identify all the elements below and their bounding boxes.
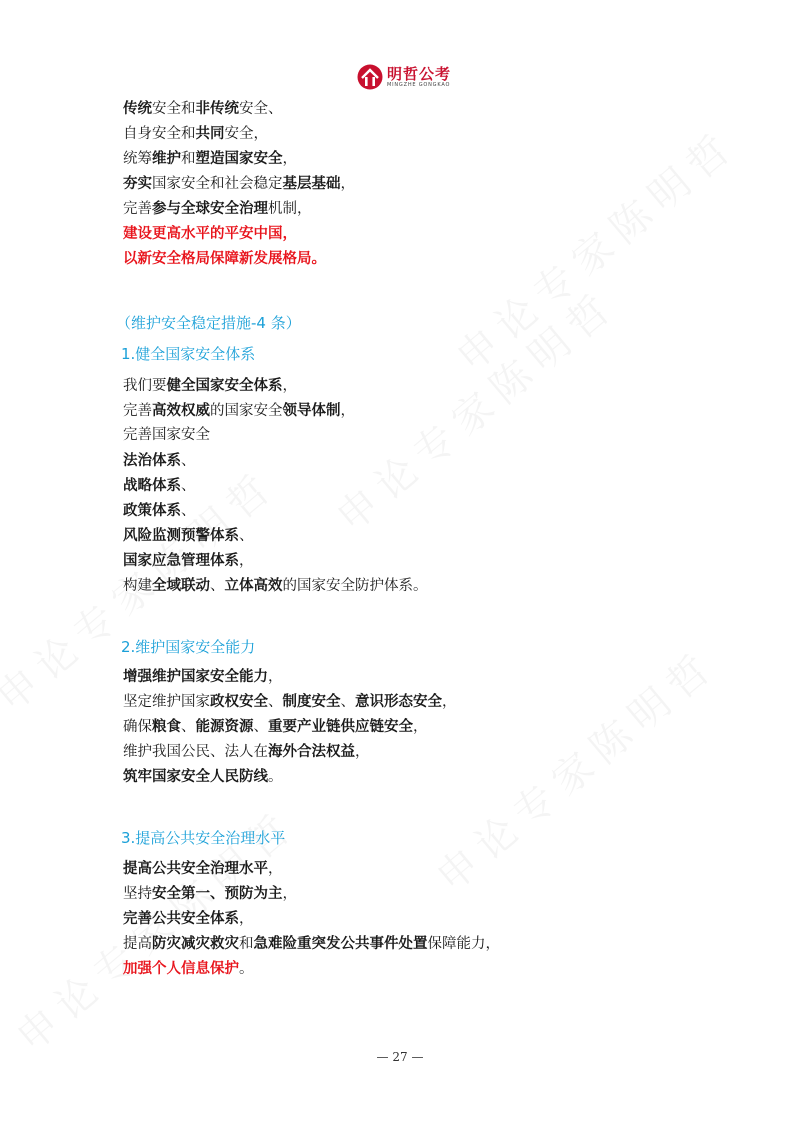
emphasis-bold-text: 全域联动 [152,577,210,594]
text-line [123,548,428,573]
text-segment: ， [442,694,457,710]
text-segment: 维护我国公民、法人在 [123,744,268,760]
text-line [123,881,500,906]
heading-1: 1.健全国家安全体系 [121,345,256,363]
text-line [123,196,355,221]
emphasis-bold-text: 制度安全 [282,693,341,710]
brand-name: 明哲公考 [387,64,452,83]
emphasis-red-text: 平安中国 [224,225,283,242]
text-segment: 确保 [123,719,152,735]
brand-subtitle: MINGZHE GONGKAO [387,81,451,88]
text-line [123,373,428,398]
text-line [123,856,500,881]
text-segment: 。 [239,961,254,977]
text-line [123,664,457,689]
text-segment: ， [239,911,254,927]
text-segment: 坚持 [123,886,152,902]
text-segment: 提高 [123,936,152,952]
text-segment: 、 [340,694,355,710]
text-segment: 构建 [123,578,152,594]
text-line [123,956,500,981]
text-segment: 、 [181,453,196,469]
text-line [123,398,428,423]
heading-2: 2.维护国家安全能力 [121,638,256,656]
text-line [123,498,428,523]
text-block-1 [123,373,428,598]
heading-3: 3.提高公共安全治理水平 [121,829,286,847]
watermark [443,114,748,383]
emphasis-bold-text: 战略体系 [123,477,181,494]
text-segment: 、 [181,719,196,735]
text-segment: ， [340,176,355,192]
brand-logo [357,62,451,92]
text-segment: 。 [268,769,283,785]
emphasis-bold-text: 维护 [152,150,181,167]
text-segment: 安全和 [152,101,196,117]
text-segment: 机制， [268,201,312,217]
emphasis-bold-text: 夯实 [123,175,152,192]
emphasis-bold-text: 粮食 [152,718,181,735]
brand-logo-icon [357,64,383,90]
text-segment: ， [239,553,254,569]
emphasis-bold-text: 防灾减灾救灾 [152,935,239,952]
text-line [123,171,355,196]
text-line [123,96,355,121]
text-line [123,906,500,931]
emphasis-bold-text: 塑造国家安全 [195,150,283,167]
text-segment: ， [413,719,428,735]
emphasis-bold-text: 政策体系 [123,502,181,519]
text-line [123,448,428,473]
emphasis-bold-text: 政权安全 [210,693,268,710]
text-segment: 的国家安全防护体系。 [282,578,428,594]
text-segment: 完善 [123,403,152,419]
text-segment: 保障能力， [427,936,500,952]
emphasis-bold-text: 风险监测预警体系 [123,527,239,544]
emphasis-bold-text: 能源资源 [195,718,254,735]
emphasis-bold-text: 参与全球安全治理 [152,200,268,217]
emphasis-bold-text: 非传统 [195,100,239,117]
text-segment: 安全和 [152,126,196,142]
text-segment: ， [282,151,297,167]
emphasis-bold-text: 传统 [123,100,152,117]
text-segment: 、 [210,578,225,594]
text-segment: 、 [181,478,196,494]
text-segment: 、 [268,694,283,710]
text-line [123,931,500,956]
emphasis-bold-text: 提高公共安全治理水平 [123,860,268,877]
emphasis-bold-text: 完善公共安全体系 [123,910,239,927]
text-segment: ， [282,378,297,394]
emphasis-bold-text: 健全国家安全体系 [166,377,283,394]
emphasis-red-text: 建设更高水平的 [123,225,225,242]
text-line [123,423,428,448]
emphasis-bold-text: 增强维护国家安全能力 [123,668,268,685]
text-segment: 、 [239,528,254,544]
text-block-intro [123,96,355,271]
emphasis-red-text: ， [282,225,297,242]
text-segment: ， [282,886,297,902]
text-line [123,764,457,789]
text-line [123,221,355,246]
emphasis-bold-text: 重要产业链供应链安全 [268,718,413,735]
text-line [123,739,457,764]
emphasis-bold-text: 筑牢国家安全人民防线 [123,768,268,785]
emphasis-bold-text: 意识形态安全 [355,693,442,710]
text-line [123,121,355,146]
text-segment: 自身 [123,126,152,142]
text-segment: 统筹 [123,151,152,167]
text-line [123,689,457,714]
text-segment: 、 [253,719,268,735]
emphasis-red-text: 以新安全格局保障新发展格局。 [123,250,326,267]
emphasis-bold-text: 安全第一、预防为主 [152,885,283,902]
section-title: （维护安全稳定措施-4 条） [116,314,301,332]
text-block-3 [123,856,500,981]
text-line [123,714,457,739]
emphasis-bold-text: 法治体系 [123,452,181,469]
text-segment: 我们要 [123,378,167,394]
text-segment: ， [268,669,283,685]
emphasis-bold-text: 海外合法权益 [268,743,355,760]
text-segment: 坚定维护国家 [123,694,210,710]
text-line [123,146,355,171]
text-segment: 完善国家安全 [123,427,210,443]
text-segment: ， [268,861,283,877]
emphasis-bold-text: 急难险重突发公共事件处置 [253,935,428,952]
text-segment: 安全， [224,126,268,142]
emphasis-bold-text: 国家应急管理体系 [123,552,239,569]
text-segment: ， [355,744,370,760]
text-line [123,573,428,598]
text-segment: 、 [181,503,196,519]
page-number: — 27 — [376,1050,424,1064]
text-segment: ， [340,403,355,419]
emphasis-bold-text: 高效权威 [152,402,210,419]
text-segment: 完善 [123,201,152,217]
text-segment: 安全、 [239,101,283,117]
text-block-2 [123,664,457,789]
text-segment: 的国家安全 [210,403,283,419]
emphasis-bold-text: 领导体制 [282,402,341,419]
emphasis-bold-text: 立体高效 [224,577,283,594]
text-line [123,246,355,271]
text-segment: 和 [181,151,196,167]
text-segment: 和 [239,936,254,952]
emphasis-red-text: 加强个人信息保护 [123,960,239,977]
emphasis-bold-text: 基层基础 [282,175,341,192]
text-segment: 国家安全和社会稳定 [152,176,283,192]
text-line [123,473,428,498]
text-line [123,523,428,548]
emphasis-bold-text: 共同 [195,125,225,142]
